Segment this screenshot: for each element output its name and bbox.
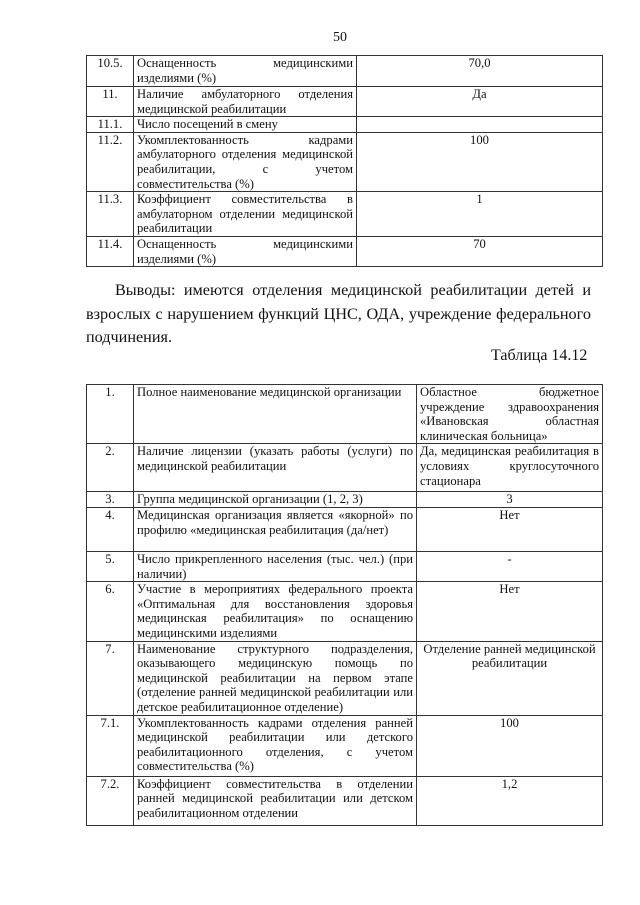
page-number: 50 [333,30,347,45]
table-row [87,715,603,776]
row-value: 1,2 [417,776,603,825]
row-number: 5. [87,551,134,581]
table-row [87,582,603,641]
row-number: 4. [87,507,134,551]
row-number: 11.1. [87,117,134,133]
row-value: Да, медицинская реабилитация в условиях круглосуточного стационара [417,444,603,492]
table-row [87,385,603,444]
row-label: Оснащенность медицинскими изделиями (%) [134,237,357,267]
row-value: 100 [357,132,603,191]
row-value: - [417,551,603,581]
row-number: 1. [87,385,134,444]
table-row [87,492,603,508]
table-row [87,551,603,581]
table-row [87,237,603,267]
table-row [87,56,603,87]
row-label: Участие в мероприятиях федерального проекта «Оптимальная для восстановления здоровья медицинская реабилитация» по оснащению медицинскими изделиями [134,582,417,641]
row-label: Число прикрепленного населения (тыс. чел.) (при наличии) [134,551,417,581]
table-row [87,507,603,551]
row-value: 3 [417,492,603,508]
table-row [87,117,603,133]
row-number: 11.4. [87,237,134,267]
row-label: Медицинская организация является «якорной» по профилю «медицинская реабилитация (да/нет) [134,507,417,551]
table-row [87,444,603,492]
row-number: 3. [87,492,134,508]
indicators-table-continued [86,55,603,267]
row-number: 7.1. [87,715,134,776]
row-number: 7. [87,641,134,715]
table-row [87,776,603,825]
row-label: Наличие лицензии (указать работы (услуги) по медицинской реабилитации [134,444,417,492]
row-number: 11.2. [87,132,134,191]
row-label: Полное наименование медицинской организации [134,385,417,444]
row-value: Да [357,87,603,117]
table-row [87,641,603,715]
row-label: Укомплектованность кадрами отделения ранней медицинской реабилитации или детского реабилитационного отделения, с учетом совместительства (%) [134,715,417,776]
row-number: 2. [87,444,134,492]
row-value: Нет [417,582,603,641]
table-14-12 [86,384,603,826]
row-number: 6. [87,582,134,641]
row-value: Отделение ранней медицинской реабилитации [417,641,603,715]
row-label: Группа медицинской организации (1, 2, 3) [134,492,417,508]
row-label: Наличие амбулаторного отделения медицинской реабилитации [134,87,357,117]
row-value: Нет [417,507,603,551]
row-number: 10.5. [87,56,134,87]
row-value: Областное бюджетное учреждение здравоохранения «Ивановская областная клиническая больница» [417,385,603,444]
row-value [357,117,603,133]
table-row [87,87,603,117]
row-number: 7.2. [87,776,134,825]
row-label: Наименование структурного подразделения, оказывающего медицинскую помощь по медицинской реабилитации на первом этапе (отделение ранней медицинской реабилитации или детское реабилитационное отделение) [134,641,417,715]
row-value: 70 [357,237,603,267]
row-label: Коэффициент совместительства в отделении ранней медицинской реабилитации или детском реабилитационном отделении [134,776,417,825]
table-caption: Таблица 14.12 [491,347,588,364]
row-label: Число посещений в смену [134,117,357,133]
row-value: 1 [357,192,603,237]
table-row [87,132,603,191]
row-label: Оснащенность медицинскими изделиями (%) [134,56,357,87]
row-number: 11.3. [87,192,134,237]
conclusion-paragraph: Выводы: имеются отделения медицинской реабилитации детей и взрослых с нарушением функций ЦНС, ОДА, учреждение федерального подчинения. [86,281,591,346]
table-row [87,192,603,237]
row-value: 100 [417,715,603,776]
row-number: 11. [87,87,134,117]
row-value: 70,0 [357,56,603,87]
row-label: Коэффициент совместительства в амбулаторном отделении медицинской реабилитации [134,192,357,237]
row-label: Укомплектованность кадрами амбулаторного отделения медицинской реабилитации, с учетом совместительства (%) [134,132,357,191]
